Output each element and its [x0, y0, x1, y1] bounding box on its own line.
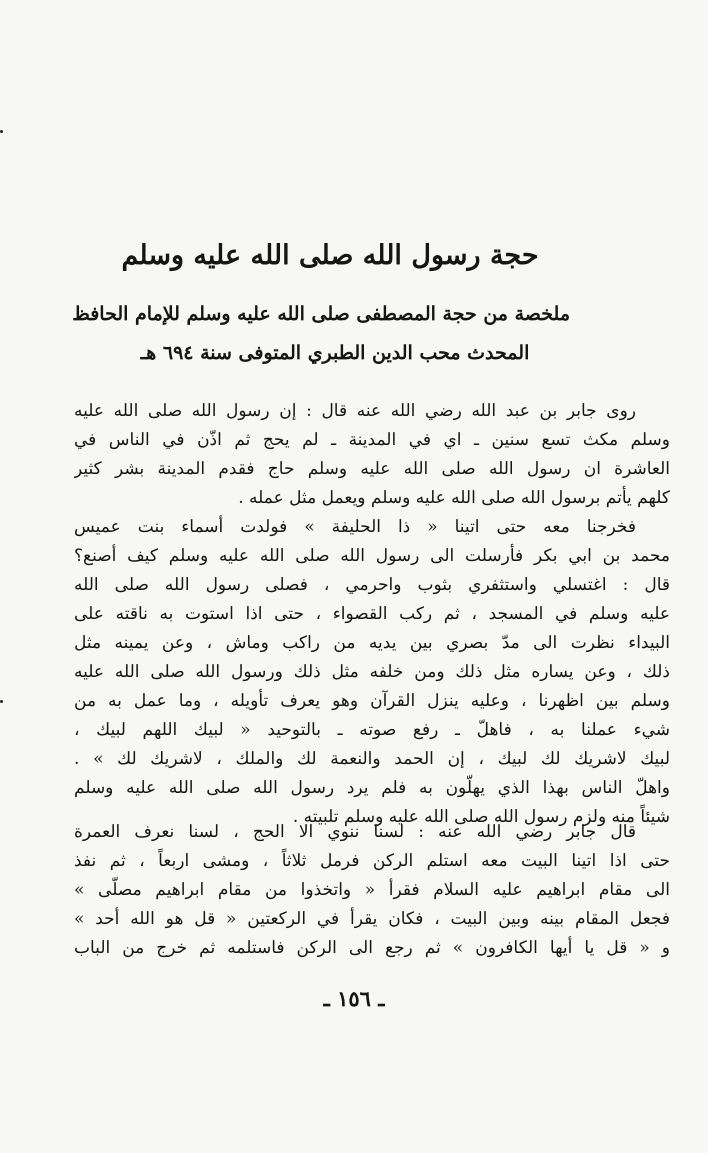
text-line: وسلم بين اظهرنا ، وعليه ينزل القرآن وهو يعرف تأويله ، وما عمل به من — [74, 691, 670, 711]
text-line: واهلّ الناس بهذا الذي يهلّون به فلم يرد رسول الله صلى الله عليه وسلم — [74, 778, 670, 798]
text-line: عليه وسلم في المسجد ، ثم ركب القصواء ، حتى اذا استوت به ناقته على — [74, 604, 670, 624]
text-line: قال جابر رضي الله عنه : لسنا ننوي الا الحج ، لسنا نعرف العمرة — [74, 822, 636, 842]
text-line: العاشرة ان رسول الله صلى الله عليه وسلم حاج فقدم المدينة بشر كثير — [74, 459, 670, 479]
text-line: محمد بن ابي بكر فأرسلت الى رسول الله صلى الله عليه وسلم كيف أصنع؟ — [74, 546, 670, 566]
text-line: وسلم مكث تسع سنين ـ اي في المدينة ـ لم يحج ثم اذّن في الناس في — [74, 430, 670, 450]
text-line: شيئاً منه ولزم رسول الله صلى الله عليه وسلم تلبيته . — [292, 807, 670, 827]
page-number: ـ ١٥٦ ـ — [323, 986, 385, 1011]
paragraph-3 — [74, 818, 670, 963]
text-line: كلهم يأتم برسول الله صلى الله عليه وسلم ويعمل مثل عمله . — [238, 488, 670, 508]
text-line: شيء عملنا به ، فاهلّ ـ رفع صوته ـ بالتوحيد « لبيك اللهم لبيك ، — [74, 720, 670, 740]
text-line: ذلك ، وعن يساره مثل ذلك ومن خلفه مثل ذلك ورسول الله صلى الله عليه — [74, 662, 670, 682]
text-line: فخرجنا معه حتى اتينا « ذا الحليفة » فولدت أسماء بنت عميس — [74, 517, 636, 537]
text-line: حتى اذا اتينا البيت معه استلم الركن فرمل ثلاثاً ، ومشى اربعاً ، ثم نفذ — [74, 851, 670, 871]
subtitle-line-1: ملخصة من حجة المصطفى صلى الله عليه وسلم للإمام الحافظ — [72, 303, 570, 325]
text-line: الى مقام ابراهيم عليه السلام فقرأ « واتخذوا من مقام ابراهيم مصلّى » — [74, 880, 670, 900]
paragraph-1 — [74, 397, 670, 513]
text-line: فجعل المقام بينه وبين البيت ، فكان يقرأ في الركعتين « قل هو الله أحد » — [74, 909, 670, 929]
edge-mark — [0, 700, 3, 703]
text-line: البيداء نظرت الى مدّ بصري بين يديه من راكب وماش ، وعن يمينه مثل — [74, 633, 670, 653]
text-line: قال : اغتسلي واستثفري بثوب واحرمي ، فصلى رسول الله صلى الله — [74, 575, 670, 595]
subtitle-line-2: المحدث محب الدين الطبري المتوفى سنة ٦٩٤ هـ — [140, 342, 530, 364]
chapter-title: حجة رسول الله صلى الله عليه وسلم — [121, 240, 539, 271]
text-line: لبيك لاشريك لك لبيك ، إن الحمد والنعمة لك والملك ، لاشريك لك » . — [74, 749, 670, 769]
paragraph-2 — [74, 513, 670, 832]
text-line: و « قل يا أيها الكافرون » ثم رجع الى الركن فاستلمه ثم خرج من الباب — [74, 938, 670, 958]
text-line: روى جابر بن عبد الله رضي الله عنه قال : إن رسول الله صلى الله عليه — [74, 401, 636, 421]
edge-mark — [0, 130, 3, 133]
